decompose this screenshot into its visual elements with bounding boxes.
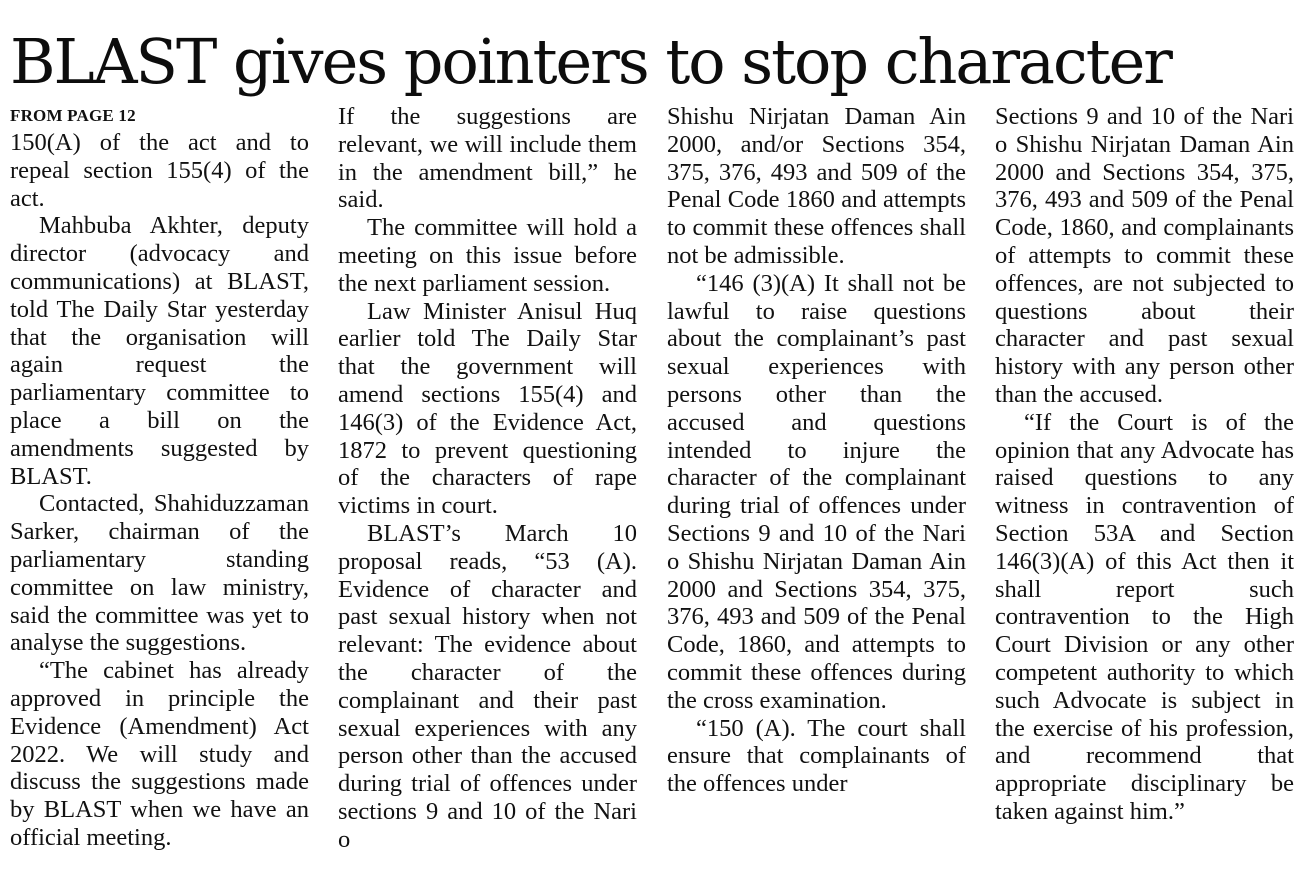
paragraph: “146 (3)(A) It shall not be lawful to raise questions about the complainant’s past sexual experiences with persons other than the accused and questions intended to injure the character of the complainant during trial of offences under Sections 9 and 10 of the Nari o Shishu Nirjatan Daman Ain 2000 and Sections 354, 375, 376, 493 and 509 of the Penal Code, 1860, and attempts to commit these offences during the cross examination. (667, 269, 966, 714)
article-column-4 (995, 103, 1294, 894)
paragraph: Law Minister Anisul Huq earlier told The Daily Star that the government will amend sections 155(4) and 146(3) of the Evidence Act, 1872 to prevent questioning of the characters of rape victims in court. (338, 297, 637, 520)
paragraph: Shishu Nirjatan Daman Ain 2000, and/or Sections 354, 375, 376, 493 and 509 of the Penal Code 1860 and attempts to commit these offences shall not be admissible. (667, 103, 966, 269)
paragraph: “The cabinet has already approved in principle the Evidence (Amendment) Act 2022. We will study and discuss the suggestions made by BLAST when we have an official meeting. (10, 657, 309, 851)
paragraph: Sections 9 and 10 of the Nari o Shishu Nirjatan Daman Ain 2000 and Sections 354, 375, 376, 493 and 509 of the Penal Code, 1860, and complainants of attempts to commit these offences, are not subjected to questions about their character and past sexual history with any person other than the accused. (995, 103, 1294, 408)
paragraph: 150(A) of the act and to repeal section 155(4) of the act. (10, 129, 309, 212)
paragraph: Contacted, Shahiduzzaman Sarker, chairman of the parliamentary standing committee on law ministry, said the committee was yet to analyse the suggestions. (10, 490, 309, 657)
paragraph: “If the Court is of the opinion that any Advocate has raised questions to any witness in contravention of Section 53A and Section 146(3)(A) of this Act then it shall report such contravention to the High Court Division or any other competent authority to which such Advocate is subject in the exercise of his profession, and recommend that appropriate disciplinary be taken against him.” (995, 408, 1294, 825)
article-body (10, 103, 1296, 894)
paragraph: The committee will hold a meeting on this issue before the next parliament session. (338, 214, 637, 297)
jump-label: FROM PAGE 12 (10, 106, 136, 125)
paragraph: Mahbuba Akhter, deputy director (advocacy and communications) at BLAST, told The Daily Star yesterday that the organisation will again request the parliamentary committee to place a bill on the amendments suggested by BLAST. (10, 212, 309, 490)
article-column-2 (338, 103, 637, 894)
article-column-3 (667, 103, 966, 894)
paragraph: If the suggestions are relevant, we will include them in the amendment bill,” he said. (338, 103, 637, 214)
article-column-1 (10, 103, 309, 894)
paragraph: BLAST’s March 10 proposal reads, “53 (A). Evidence of character and past sexual history when not relevant: The evidence about the character of the complainant and their past sexual experiences with any person other than the accused during trial of offences under sections 9 and 10 of the Nari o (338, 519, 637, 853)
paragraph: “150 (A). The court shall ensure that complainants of the offences under (667, 714, 966, 798)
headline: BLAST gives pointers to stop character (10, 25, 1171, 98)
